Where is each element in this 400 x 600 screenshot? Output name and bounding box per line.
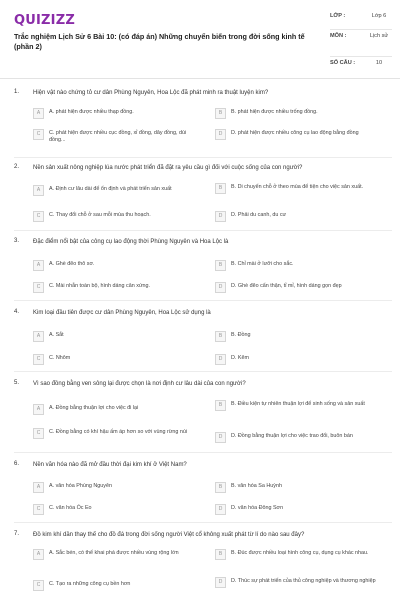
quizizz-logo: QUIZIZZ [14, 13, 75, 28]
option-text: A. Định cư lâu dài để ổn định và phát triển sản xuất [49, 186, 172, 192]
option-letter-badge: D [215, 354, 226, 365]
question-text: Đặc điểm nổi bật của công cụ lao động thời Phùng Nguyên và Hoa Lộc là [33, 239, 229, 245]
question-divider [14, 371, 392, 372]
option-b[interactable] [215, 331, 383, 342]
option-letter-badge: C [33, 504, 44, 515]
meta-count-row [330, 57, 392, 74]
option-letter-badge: A [33, 404, 44, 415]
question-text: Đồ kim khí dần thay thế cho đồ đá trong đời sống người Việt cổ không xuất phát từ lí do nào sau đây? [33, 532, 305, 538]
option-letter-badge: A [33, 331, 44, 342]
option-letter-badge: A [33, 185, 44, 196]
option-letter-badge: C [33, 282, 44, 293]
option-a[interactable] [33, 549, 201, 560]
question-text: Kim loại đầu tiên được cư dân Phùng Nguyên, Hoa Lộc sử dụng là [33, 310, 211, 316]
option-letter-badge: D [215, 211, 226, 222]
option-b[interactable] [215, 400, 383, 411]
option-letter-badge: C [33, 428, 44, 439]
option-c[interactable] [33, 211, 201, 222]
meta-count-label: SỐ CÂU : [330, 60, 356, 66]
option-letter-badge: B [215, 183, 226, 194]
option-text: B. Điều kiện tự nhiên thuận lợi để sinh sống và sản xuất [231, 401, 365, 407]
option-d[interactable] [215, 577, 383, 588]
option-text: C. phát hiện được nhiều cục đồng, xỉ đồng, dây đồng, dùi đồng... [49, 130, 187, 143]
option-a[interactable] [33, 404, 201, 415]
worksheet-title: Trắc nghiệm Lịch Sử 6 Bài 10: (có đáp án) Những chuyển biến trong đời sống kinh tế (phần 2) [14, 32, 305, 51]
question-divider [14, 452, 392, 453]
option-letter-badge: D [215, 577, 226, 588]
question-number: 5. [14, 380, 20, 386]
option-letter-badge: C [33, 580, 44, 591]
option-letter-badge: B [215, 482, 226, 493]
meta-subject-row [330, 30, 392, 57]
option-letter-badge: B [215, 260, 226, 271]
option-letter-badge: A [33, 108, 44, 119]
option-c[interactable] [33, 129, 201, 144]
worksheet-header [0, 0, 400, 79]
option-c[interactable] [33, 282, 201, 293]
option-letter-badge: A [33, 260, 44, 271]
meta-subject-label: MÔN : [330, 33, 347, 39]
question-divider [14, 522, 392, 523]
option-text: D. Phải du canh, du cư [231, 212, 287, 218]
meta-grade-row [330, 10, 392, 30]
option-letter-badge: B [215, 108, 226, 119]
option-letter-badge: A [33, 549, 44, 560]
option-text: C. Thay đổi chỗ ở sau mỗi mùa thu hoạch. [49, 212, 151, 218]
option-letter-badge: B [215, 331, 226, 342]
question-text: Vì sao đồng bằng ven sông lại được chọn là nơi định cư lâu dài của con người? [33, 381, 246, 387]
option-text: A. Sắc bén, có thể khai phá được nhiều vùng rộng lớn [49, 550, 179, 556]
option-text: A. phát hiện được nhiều thạp đồng. [49, 109, 134, 115]
option-text: D. Đồng bằng thuận lợi cho việc trao đổi, buôn bán [231, 433, 353, 439]
option-text: B. Đúc được nhiều loại hình công cụ, dụng cụ khác nhau. [231, 550, 369, 556]
option-b[interactable] [215, 482, 383, 493]
option-text: C. Mài nhẵn toàn bộ, hình dáng cân xứng. [49, 283, 151, 289]
question-number: 7. [14, 531, 20, 537]
option-text: B. văn hóa Sa Huỳnh [231, 483, 282, 489]
meta-subject-value: Lịch sử [369, 33, 389, 39]
question-number: 1. [14, 89, 20, 95]
question-number: 4. [14, 309, 20, 315]
option-text: D. văn hóa Đông Sơn [231, 505, 284, 511]
option-text: A. Ghè đẽo thô sơ. [49, 261, 95, 267]
option-c[interactable] [33, 428, 201, 439]
option-d[interactable] [215, 211, 383, 222]
option-text: C. Tạo ra những công cụ bền hơn [49, 581, 131, 587]
meta-count-value: 10 [375, 60, 383, 66]
option-text: C. Đồng bằng có khí hậu ấm áp hơn so với vùng rừng núi [49, 429, 188, 435]
option-letter-badge: D [215, 504, 226, 515]
option-text: A. Sắt [49, 332, 64, 338]
question-number: 3. [14, 238, 20, 244]
option-b[interactable] [215, 549, 383, 560]
option-b[interactable] [215, 108, 383, 119]
option-text: A. văn hóa Phùng Nguyên [49, 483, 112, 489]
option-letter-badge: D [215, 282, 226, 293]
option-text: B. Chỉ mài ở lưỡi cho sắc. [231, 261, 294, 267]
option-text: C. Nhôm [49, 355, 71, 361]
option-d[interactable] [215, 129, 383, 140]
option-letter-badge: C [33, 211, 44, 222]
option-d[interactable] [215, 354, 383, 365]
option-text: D. Thúc sự phát triển của thủ công nghiệp và thương nghiệp [231, 578, 376, 584]
option-text: D. Ghè đẽo cẩn thận, tỉ mỉ, hình dáng gọn đẹp [231, 283, 342, 289]
option-text: B. Di chuyển chỗ ở theo mùa để tiện cho việc sản xuất. [231, 184, 364, 190]
option-b[interactable] [215, 260, 383, 271]
meta-grade-value: Lớp 6 [371, 13, 387, 19]
option-text: B. phát hiện được nhiều trống đồng. [231, 109, 318, 115]
question-divider [14, 230, 392, 231]
worksheet-meta [330, 10, 392, 74]
option-letter-badge: D [215, 129, 226, 140]
question-divider [14, 300, 392, 301]
option-text: C. văn hóa Óc Eo [49, 505, 92, 511]
option-letter-badge: A [33, 482, 44, 493]
option-c[interactable] [33, 354, 201, 365]
question-text: Nền văn hóa nào đã mở đầu thời đại kim khí ở Việt Nam? [33, 462, 187, 468]
meta-grade-label: LỚP : [330, 13, 346, 19]
question-divider [14, 157, 392, 158]
option-letter-badge: B [215, 549, 226, 560]
question-number: 6. [14, 461, 20, 467]
option-letter-badge: B [215, 400, 226, 411]
option-a[interactable] [33, 108, 201, 119]
option-text: A. Đồng bằng thuận lợi cho việc đi lại [49, 405, 139, 411]
option-text: D. Kẽm [231, 355, 249, 361]
option-c[interactable] [33, 580, 201, 591]
question-text: Nền sản xuất nông nghiệp lúa nước phát triển đã đặt ra yêu cầu gì đối với cuộc sống của con người? [33, 165, 303, 171]
option-d[interactable] [215, 432, 383, 443]
question-number: 2. [14, 164, 20, 170]
option-c[interactable] [33, 504, 201, 515]
option-a[interactable] [33, 185, 201, 196]
option-a[interactable] [33, 260, 201, 271]
option-letter-badge: D [215, 432, 226, 443]
option-a[interactable] [33, 482, 201, 493]
option-b[interactable] [215, 183, 383, 194]
question-text: Hiện vật nào chứng tỏ cư dân Phùng Nguyên, Hoa Lộc đã phát minh ra thuật luyện kim? [33, 90, 269, 96]
option-a[interactable] [33, 331, 201, 342]
option-text: D. phát hiện được nhiều công cụ lao động bằng đồng [231, 130, 359, 136]
option-d[interactable] [215, 282, 383, 293]
option-letter-badge: C [33, 129, 44, 140]
option-letter-badge: C [33, 354, 44, 365]
option-d[interactable] [215, 504, 383, 515]
option-text: B. Đồng [231, 332, 251, 338]
